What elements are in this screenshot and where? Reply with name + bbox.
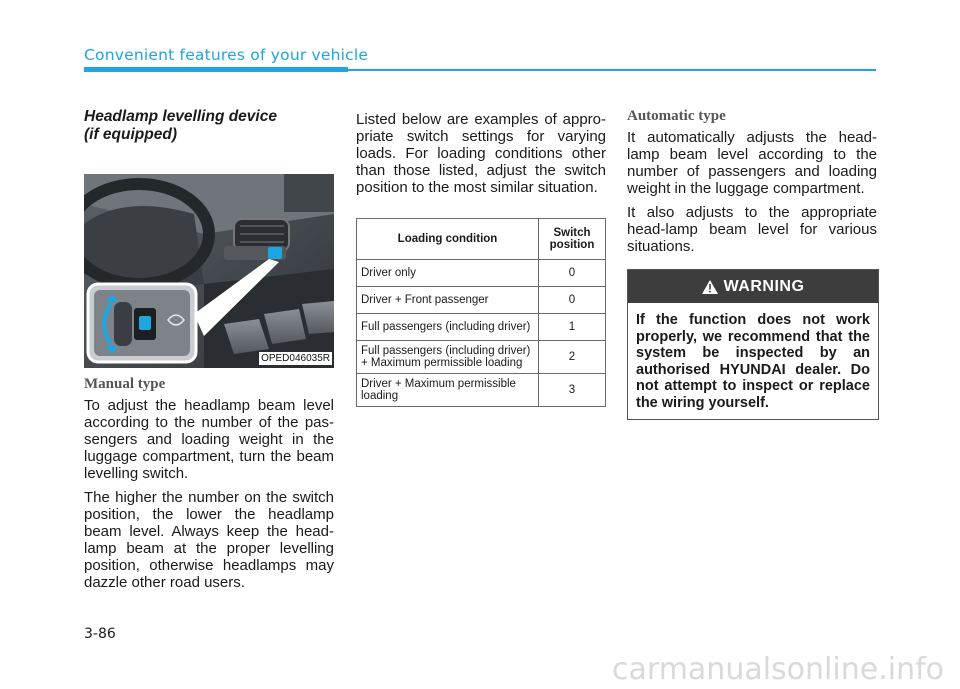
header-switch-position: Switch position [539,219,606,260]
section-title [84,108,334,144]
photo-caption: OPED046035R [261,353,330,364]
automatic-type-heading: Automatic type [627,108,726,124]
table-row [357,341,606,374]
column-left [84,108,334,598]
page-number: 3-86 [84,626,116,642]
cell-condition: Full passengers (including driver) [357,314,539,341]
column-middle [356,108,606,407]
manual-type-paragraph-1: To adjust the headlamp beam level according to the number of the pas-sengers and loading weight in the luggage compartment, turn the beam levelling switch. [84,397,334,482]
dashboard-illustration [84,174,334,368]
automatic-type-paragraph-2: It also adjusts to the appropriate head-lamp beam level for various situations. [627,204,877,255]
cell-condition: Driver + Front passenger [357,287,539,314]
warning-text: If the function does not work properly, we recommend that the system be inspected by an authorised HYUNDAI dealer. Do not attempt to inspect or replace the wiring yourself. [636,312,870,411]
warning-title: WARNING [723,277,805,295]
table-row [357,260,606,287]
cell-position: 1 [539,314,606,341]
header-rule [348,69,876,71]
cell-position: 0 [539,260,606,287]
header-loading-condition: Loading condition [357,219,539,260]
section-title-line2: (if equipped) [84,126,177,143]
warning-triangle-icon [702,280,718,294]
table-header-row [357,219,606,260]
header-accent-bar [84,67,348,72]
cell-condition: Full passengers (including driver) + Maximum permissible loading [357,341,539,374]
loading-intro-paragraph: Listed below are examples of appro-priate switch settings for varying loads. For loading conditions other than those listed, adjust the switch position to the most similar situation. [356,111,606,196]
switch-settings-table [356,218,606,407]
cell-position: 2 [539,341,606,374]
headlamp-switch-photo [84,174,334,368]
manual-type-paragraph-2: The higher the number on the switch position, the lower the headlamp beam level. Always keep the head-lamp beam at the proper levelling position, otherwise headlamps may dazzle other road users. [84,489,334,591]
table-row [357,287,606,314]
manual-type-heading: Manual type [84,376,166,392]
cell-position: 0 [539,287,606,314]
cell-condition: Driver + Maximum permissible loading [357,374,539,407]
column-right [627,108,877,420]
warning-header [628,270,878,303]
table-row [357,374,606,407]
cell-position: 3 [539,374,606,407]
section-title-line1: Headlamp levelling device [84,108,277,125]
warning-box [627,269,879,420]
watermark-text: carmanualsonline.info [612,652,944,687]
cell-condition: Driver only [357,260,539,287]
section-header-title: Convenient features of your vehicle [84,46,369,64]
automatic-type-paragraph-1: It automatically adjusts the head-lamp beam level according to the number of passengers and loading weight in the luggage compartment. [627,129,877,197]
table-row [357,314,606,341]
